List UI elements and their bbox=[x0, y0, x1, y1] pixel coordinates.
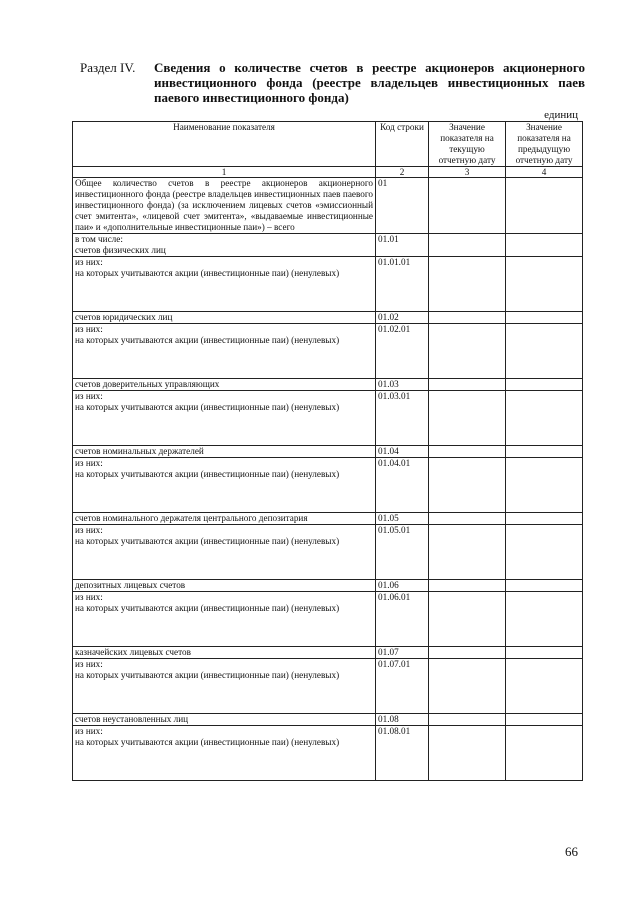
group-name: счетов номинальных держателей bbox=[73, 446, 376, 458]
value-cell[interactable] bbox=[506, 446, 583, 458]
subgroup-text: на которых учитываются акции (инвестиционные паи) (ненулевых) bbox=[75, 335, 340, 345]
value-cell[interactable] bbox=[506, 391, 583, 446]
value-cell[interactable] bbox=[429, 446, 506, 458]
subgroup-text: на которых учитываются акции (инвестиционные паи) (ненулевых) bbox=[75, 670, 340, 680]
value-cell[interactable] bbox=[429, 659, 506, 714]
col-number: 2 bbox=[376, 167, 429, 178]
group-row bbox=[73, 312, 583, 324]
subgroup-name bbox=[73, 525, 376, 580]
value-cell[interactable] bbox=[506, 324, 583, 379]
subgroup-code: 01.07.01 bbox=[376, 659, 429, 714]
value-cell[interactable] bbox=[429, 379, 506, 391]
accounts-table bbox=[72, 121, 583, 781]
value-cell[interactable] bbox=[506, 726, 583, 781]
subgroup-row bbox=[73, 525, 583, 580]
from-them-label: из них: bbox=[75, 592, 103, 602]
group-label: счетов физических лиц bbox=[75, 245, 166, 255]
value-cell[interactable] bbox=[506, 379, 583, 391]
value-cell[interactable] bbox=[506, 312, 583, 324]
total-name: Общее количество счетов в реестре акционеров акционерного инвестиционного фонда (реестре владельцев инвестиционных паев паевого инвестиционного фонда) (за исключением лицевых счетов «эмиссионный счет эмитента», «лицевой счет эмитента», «выдаваемые инвестиционные паи» и «дополнительные инвестиционные паи») – всего bbox=[73, 178, 376, 234]
value-cell[interactable] bbox=[429, 525, 506, 580]
value-cell[interactable] bbox=[429, 324, 506, 379]
group-code: 01.01 bbox=[376, 234, 429, 257]
group-code: 01.07 bbox=[376, 647, 429, 659]
subgroup-text: на которых учитываются акции (инвестиционные паи) (ненулевых) bbox=[75, 268, 340, 278]
subgroup-row bbox=[73, 458, 583, 513]
subgroup-row bbox=[73, 726, 583, 781]
group-code: 01.05 bbox=[376, 513, 429, 525]
subgroup-code: 01.08.01 bbox=[376, 726, 429, 781]
group-code: 01.06 bbox=[376, 580, 429, 592]
group-name: счетов юридических лиц bbox=[73, 312, 376, 324]
group-name bbox=[73, 234, 376, 257]
value-cell[interactable] bbox=[506, 257, 583, 312]
subgroup-code: 01.03.01 bbox=[376, 391, 429, 446]
group-row bbox=[73, 580, 583, 592]
subgroup-name bbox=[73, 391, 376, 446]
group-row bbox=[73, 234, 583, 257]
subgroup-text: на которых учитываются акции (инвестиционные паи) (ненулевых) bbox=[75, 402, 340, 412]
value-cell[interactable] bbox=[429, 513, 506, 525]
group-code: 01.08 bbox=[376, 714, 429, 726]
group-name: казначейских лицевых счетов bbox=[73, 647, 376, 659]
value-cell[interactable] bbox=[506, 580, 583, 592]
value-cell[interactable] bbox=[429, 458, 506, 513]
value-cell[interactable] bbox=[429, 714, 506, 726]
subgroup-code: 01.02.01 bbox=[376, 324, 429, 379]
header-code: Код строки bbox=[376, 122, 429, 167]
from-them-label: из них: bbox=[75, 458, 103, 468]
value-cell[interactable] bbox=[506, 525, 583, 580]
value-cell[interactable] bbox=[506, 458, 583, 513]
header-previous: Значение показателя на предыдущую отчетную дату bbox=[506, 122, 583, 167]
value-cell[interactable] bbox=[429, 647, 506, 659]
subgroup-row bbox=[73, 257, 583, 312]
group-name: счетов номинального держателя центрального депозитария bbox=[73, 513, 376, 525]
section-header bbox=[80, 60, 585, 105]
subgroup-name bbox=[73, 458, 376, 513]
group-row bbox=[73, 379, 583, 391]
col-number: 3 bbox=[429, 167, 506, 178]
group-row bbox=[73, 513, 583, 525]
col-number: 1 bbox=[73, 167, 376, 178]
header-current: Значение показателя на текущую отчетную дату bbox=[429, 122, 506, 167]
column-numbers-row bbox=[73, 167, 583, 178]
group-name: счетов неустановленных лиц bbox=[73, 714, 376, 726]
value-cell[interactable] bbox=[506, 592, 583, 647]
from-them-label: из них: bbox=[75, 391, 103, 401]
group-row bbox=[73, 647, 583, 659]
header-name: Наименование показателя bbox=[73, 122, 376, 167]
section-label: Раздел IV. bbox=[80, 60, 136, 75]
units-label: единиц bbox=[544, 109, 578, 121]
value-cell[interactable] bbox=[429, 391, 506, 446]
value-cell[interactable] bbox=[429, 726, 506, 781]
group-code: 01.03 bbox=[376, 379, 429, 391]
total-code: 01 bbox=[376, 178, 429, 234]
subgroup-row bbox=[73, 592, 583, 647]
header-row bbox=[73, 122, 583, 167]
subgroup-name bbox=[73, 257, 376, 312]
value-cell[interactable] bbox=[429, 257, 506, 312]
section-title: Сведения о количестве счетов в реестре акционеров акционерного инвестиционного фонда (реестре владельцев инвестиционных паев паевого инвестиционного фонда) bbox=[154, 60, 585, 105]
from-them-label: из них: bbox=[75, 324, 103, 334]
from-them-label: из них: bbox=[75, 257, 103, 267]
subgroup-text: на которых учитываются акции (инвестиционные паи) (ненулевых) bbox=[75, 536, 340, 546]
group-code: 01.02 bbox=[376, 312, 429, 324]
subgroup-text: на которых учитываются акции (инвестиционные паи) (ненулевых) bbox=[75, 469, 340, 479]
value-cell[interactable] bbox=[429, 312, 506, 324]
subgroup-row bbox=[73, 391, 583, 446]
subgroup-name bbox=[73, 726, 376, 781]
subgroup-name bbox=[73, 592, 376, 647]
subgroup-row bbox=[73, 659, 583, 714]
col-number: 4 bbox=[506, 167, 583, 178]
value-cell[interactable] bbox=[506, 513, 583, 525]
value-cell[interactable] bbox=[429, 178, 506, 234]
value-cell[interactable] bbox=[506, 647, 583, 659]
subgroup-text: на которых учитываются акции (инвестиционные паи) (ненулевых) bbox=[75, 737, 340, 747]
value-cell[interactable] bbox=[506, 178, 583, 234]
value-cell[interactable] bbox=[506, 659, 583, 714]
total-row bbox=[73, 178, 583, 234]
from-them-label: из них: bbox=[75, 659, 103, 669]
subgroup-code: 01.05.01 bbox=[376, 525, 429, 580]
subgroup-code: 01.06.01 bbox=[376, 592, 429, 647]
value-cell[interactable] bbox=[506, 234, 583, 257]
group-name: счетов доверительных управляющих bbox=[73, 379, 376, 391]
value-cell[interactable] bbox=[429, 580, 506, 592]
group-name: депозитных лицевых счетов bbox=[73, 580, 376, 592]
subgroup-name bbox=[73, 324, 376, 379]
group-row bbox=[73, 446, 583, 458]
subgroup-row bbox=[73, 324, 583, 379]
group-row bbox=[73, 714, 583, 726]
subgroup-name bbox=[73, 659, 376, 714]
subgroup-code: 01.01.01 bbox=[376, 257, 429, 312]
from-them-label: из них: bbox=[75, 726, 103, 736]
group-code: 01.04 bbox=[376, 446, 429, 458]
subgroup-code: 01.04.01 bbox=[376, 458, 429, 513]
subgroup-text: на которых учитываются акции (инвестиционные паи) (ненулевых) bbox=[75, 603, 340, 613]
value-cell[interactable] bbox=[429, 234, 506, 257]
including-label: в том числе: bbox=[75, 234, 123, 244]
from-them-label: из них: bbox=[75, 525, 103, 535]
page-number: 66 bbox=[565, 844, 578, 859]
value-cell[interactable] bbox=[429, 592, 506, 647]
value-cell[interactable] bbox=[506, 714, 583, 726]
